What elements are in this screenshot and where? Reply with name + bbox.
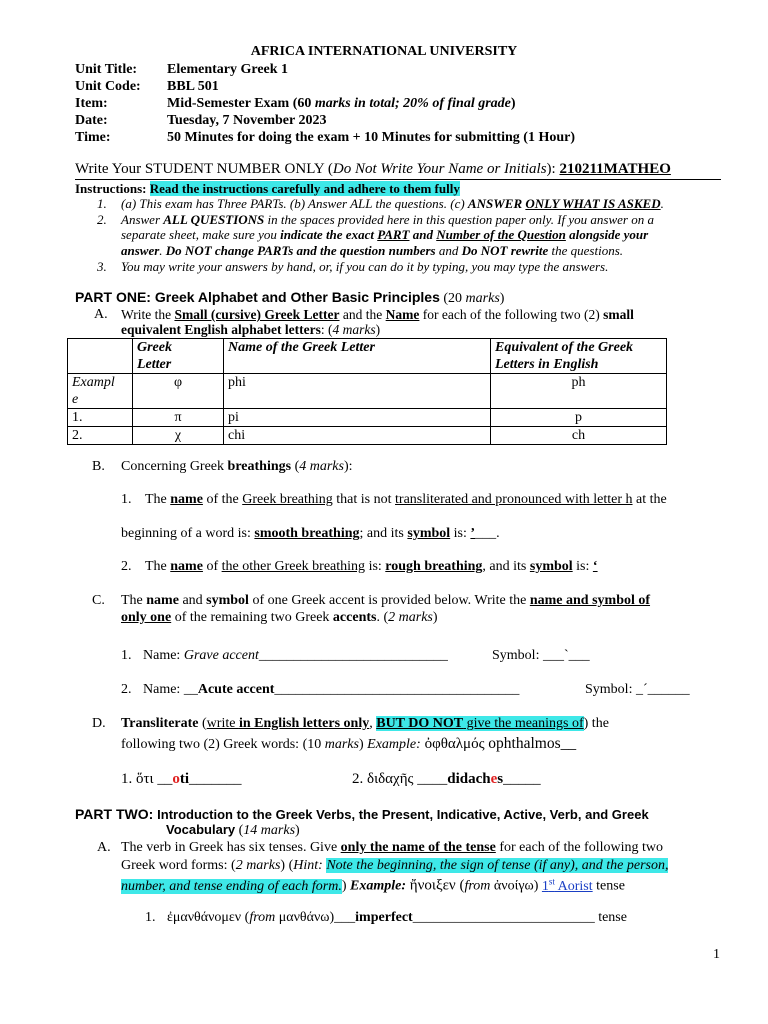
- table-header-row: [68, 339, 667, 374]
- question-c-line-1: The name and symbol of one Greek accent is provided below. Write the name and symbol of: [121, 593, 651, 608]
- question-c2-num: 2.: [121, 682, 132, 697]
- answer-rough-symbol: ‘: [592, 559, 598, 574]
- question-d-line-1: Transliterate (write in English letters only, BUT DO NOT give the meanings of) the: [121, 716, 609, 731]
- row-label: 2.: [68, 427, 133, 445]
- question-c-letter: C.: [92, 593, 105, 608]
- part-two-heading: PART TWO: Introduction to the Greek Verbs, the Present, Indicative, Active, Verb, and Greek: [75, 806, 649, 822]
- answer-oti: o: [172, 771, 180, 787]
- answer-grave-accent: Grave accent___________________________: [183, 648, 448, 663]
- question-a-line-1: Write the Small (cursive) Greek Letter and the Name for each of the following two (2) small: [121, 307, 634, 322]
- example-answer: ophthalmos__: [488, 735, 577, 752]
- unit-title-value: Elementary Greek 1: [167, 62, 289, 77]
- question-d1: 1. ὅτι __oti_______: [121, 771, 242, 787]
- instruction-3-num: 3.: [97, 259, 107, 274]
- date-value: Tuesday, 7 November 2023: [167, 113, 327, 128]
- unit-code-label: Unit Code:: [75, 79, 141, 94]
- part-one-heading: PART ONE: Greek Alphabet and Other Basic Principles (20 marks): [75, 289, 505, 306]
- instructions-heading: Instructions: Read the instructions carefully and adhere to them fully: [75, 181, 460, 196]
- cell-greek-letter: χ: [133, 427, 224, 445]
- cell-english: ph: [491, 374, 667, 409]
- question-c1-symbol: Symbol: ___`___: [492, 648, 590, 663]
- table-row: [68, 427, 667, 445]
- unit-title-label: Unit Title:: [75, 62, 138, 77]
- part2-question-a1-text: ἐμανθάνομεν (from μανθάνω)___imperfect__________________________ tense: [167, 910, 627, 925]
- question-a-letter: A.: [94, 307, 108, 322]
- question-c2-name: Name: __Acute accent___________________________________: [143, 682, 520, 697]
- divider: [75, 179, 721, 180]
- instruction-2-num: 2.: [97, 212, 107, 227]
- header-name: Name of the Greek Letter: [224, 339, 491, 374]
- part-two-heading-line-2: Vocabulary (14 marks): [166, 822, 300, 838]
- cell-name: chi: [224, 427, 491, 445]
- answer-smooth-symbol: ’: [470, 526, 476, 541]
- row-label: Exampl e: [68, 374, 133, 409]
- cell-english: p: [491, 409, 667, 427]
- answer-imperfect: imperfect: [355, 910, 413, 925]
- question-b2-text: The name of the other Greek breathing is: rough breathing, and its symbol is: ‘: [145, 559, 598, 574]
- part2-question-a-line-2: Greek word forms: (2 marks) (Hint: Note the beginning, the sign of tense (if any), and the person,: [121, 858, 669, 873]
- time-label: Time:: [75, 130, 111, 145]
- question-c1-name: Name: Grave accent___________________________: [143, 648, 448, 663]
- time-value: 50 Minutes for doing the exam + 10 Minutes for submitting (1 Hour): [167, 130, 576, 145]
- part2-question-a-line-1: The verb in Greek has six tenses. Give only the name of the tense for each of the following two: [121, 840, 664, 855]
- greek-letter-table: [67, 338, 667, 445]
- question-b1-line-2: beginning of a word is: smooth breathing; and its symbol is: ’___.: [121, 526, 500, 541]
- table-row: [68, 409, 667, 427]
- cell-english: ch: [491, 427, 667, 445]
- instruction-1-text: (a) This exam has Three PARTs. (b) Answer ALL the questions. (c) ANSWER ONLY WHAT IS ASKED.: [121, 196, 664, 211]
- answer-smooth-breathing: smooth breathing: [254, 526, 360, 541]
- instruction-3-text: You may write your answers by hand, or, if you can do it by typing, you may type the answers.: [121, 259, 609, 274]
- answer-didaches: didach: [447, 771, 491, 787]
- question-b2-num: 2.: [121, 559, 132, 574]
- table-row: [68, 374, 667, 409]
- cell-name: pi: [224, 409, 491, 427]
- question-c1-num: 1.: [121, 648, 132, 663]
- header-english: Equivalent of the Greek Letters in English: [491, 339, 667, 374]
- question-b-text: Concerning Greek breathings (4 marks):: [121, 459, 353, 474]
- answer-rough-breathing: rough breathing: [385, 559, 483, 574]
- instruction-2-line-2: separate sheet, make sure you indicate the exact PART and Number of the Question alongside your: [121, 227, 649, 242]
- question-d2: 2. διδαχῆς ____didaches_____: [352, 771, 541, 787]
- instruction-2-line-1: Answer ALL QUESTIONS in the spaces provided here in this question paper only. If you answer on a: [121, 212, 654, 227]
- instruction-1: 1.: [97, 196, 107, 211]
- page-number: 1: [713, 947, 720, 962]
- header-greek-letter: Greek Letter: [133, 339, 224, 374]
- date-label: Date:: [75, 113, 108, 128]
- university-title: AFRICA INTERNATIONAL UNIVERSITY: [250, 44, 518, 59]
- part2-question-a-letter: A.: [97, 840, 111, 855]
- example-aorist-answer: 1st Aorist: [541, 876, 593, 894]
- question-c2-symbol: Symbol: _´______: [585, 682, 690, 697]
- question-d-line-2: following two (2) Greek words: (10 marks) Example: ὀφθαλμός ophthalmos__: [121, 735, 577, 752]
- cell-greek-letter: φ: [133, 374, 224, 409]
- student-number-line: Write Your STUDENT NUMBER ONLY (Do Not Write Your Name or Initials): 210211MATHEO: [75, 161, 671, 177]
- question-d-letter: D.: [92, 716, 106, 731]
- item-label: Item:: [75, 96, 108, 111]
- question-b1-line-1: The name of the Greek breathing that is not transliterated and pronounced with letter h at the: [145, 492, 667, 507]
- part2-question-a-line-3: number, and tense ending of each form.) Example: ἤνοιξεν (from ἀνοίγω) 1st Aorist tense: [121, 876, 625, 894]
- student-number: 210211MATHEO: [559, 161, 671, 177]
- answer-acute-accent: Acute accent: [197, 682, 275, 697]
- row-label: 1.: [68, 409, 133, 427]
- question-c-line-2: only one of the remaining two Greek accents. (2 marks): [121, 610, 438, 625]
- question-a-line-2: equivalent English alphabet letters: (4 marks): [121, 322, 381, 337]
- cell-greek-letter: π: [133, 409, 224, 427]
- question-b1-num: 1.: [121, 492, 132, 507]
- question-b-letter: B.: [92, 459, 105, 474]
- cell-name: phi: [224, 374, 491, 409]
- unit-code-value: BBL 501: [167, 79, 219, 94]
- instruction-2-line-3: answer. Do NOT change PARTs and the question numbers and Do NOT rewrite the questions.: [121, 243, 624, 258]
- item-value: Mid-Semester Exam (60 marks in total; 20% of final grade): [167, 96, 516, 111]
- part2-question-a1-num: 1.: [145, 910, 156, 925]
